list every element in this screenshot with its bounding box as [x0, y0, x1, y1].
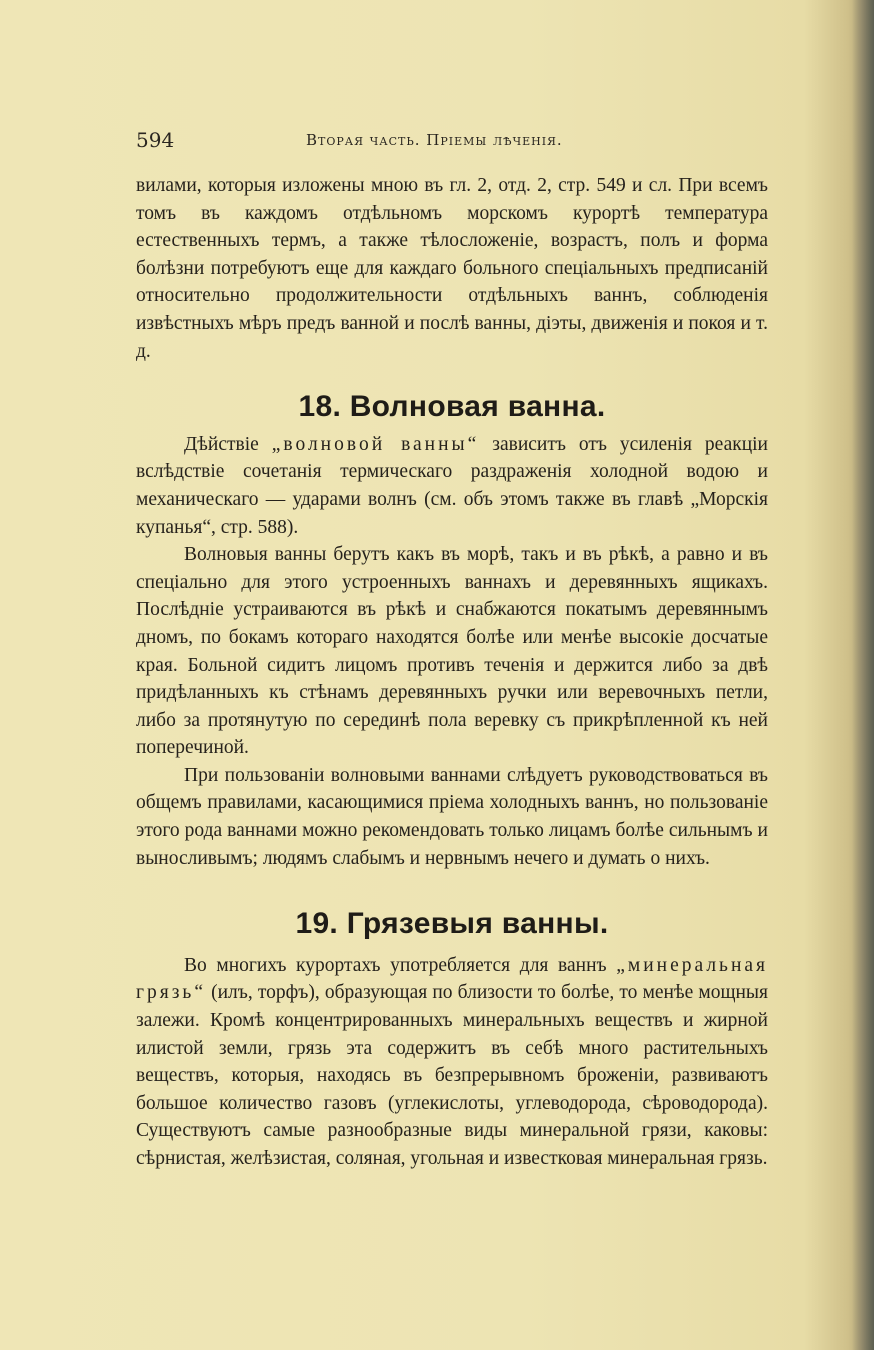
section-18-p1-post: зависитъ отъ усиленія реакціи вслѣдствіе сочетанія термическаго раздраженія холодной водою и механическаго — ударами волнъ (см. объ этомъ также въ главѣ „Морскія купанья“, стр. 588).: [136, 433, 768, 538]
page-body: [136, 172, 768, 1173]
running-head: Вторая часть. Пріемы лѣченія.: [306, 131, 563, 149]
section-19-p1-post: (илъ, торфъ), образующая по близости то болѣе, то менѣе мощныя залежи. Кромѣ концентрированныхъ минеральныхъ веществъ и жирной илистой земли, грязь эта содержитъ въ себѣ много растительныхъ веществъ, которыя, находясь въ безпрерывномъ броженіи, развиваютъ большое количество газовъ (углекислоты, углеводорода, сѣроводорода). Существуютъ самые разнообразные виды минеральной грязи, каковы: сѣрнистая, желѣзистая, соляная, угольная и известковая минеральная грязь.: [136, 982, 768, 1169]
page-edge-shadow: [852, 0, 874, 1350]
page-header: [136, 128, 768, 154]
section-18-paragraph-2: Волновыя ванны берутъ какъ въ морѣ, такъ и въ рѣкѣ, а равно и въ спеціально для этого устроенныхъ ваннахъ и деревянныхъ ящикахъ. Послѣдніе устраиваются въ рѣкѣ и снабжаются покатымъ деревяннымъ дномъ, по бокамъ котораго находятся болѣе или менѣе высокіе досчатые края. Больной сидитъ лицомъ противъ теченія и держится либо за двѣ придѣланныхъ къ стѣнамъ деревянныхъ ручки или веревочныхъ петли, либо за протянутую по серединѣ пола веревку съ прикрѣпленной къ ней поперечиной.: [136, 544, 768, 759]
intro-paragraph: вилами, которыя изложены мною въ гл. 2, отд. 2, стр. 549 и сл. При всемъ томъ въ каждомъ отдѣльномъ морскомъ курортѣ температура естественныхъ термъ, а также тѣлосложеніе, возрастъ, полъ и форма болѣзни потребуютъ еще для каждаго больного спеціальныхъ предписаній относительно продолжительности отдѣльныхъ ваннъ, соблюденія извѣстныхъ мѣръ предъ ванной и послѣ ванны, діэты, движенія и покоя и т. д.: [136, 175, 768, 362]
section-18-paragraph-3: При пользованіи волновыми ваннами слѣдуетъ руководствоваться въ общемъ правилами, касающимися пріема холодныхъ ваннъ, но пользованіе этого рода ваннами можно рекомендовать только лицамъ болѣе сильнымъ и выносливымъ; людямъ слабымъ и нервнымъ нечего и думать о нихъ.: [136, 764, 768, 869]
section-19-p1-pre: Во многихъ курортахъ употребляется для ваннъ: [184, 954, 617, 976]
section-18-p1-pre: Дѣйствіе: [184, 433, 272, 455]
section-19-p1-term: „минеральная грязь“: [136, 954, 768, 1004]
section-19-paragraph-1: [136, 952, 768, 1173]
section-18-p1-term: „волновой ванны“: [271, 433, 480, 455]
section-18-title: 18. Волновая ванна.: [298, 390, 606, 424]
section-18-paragraph-1: [136, 431, 768, 541]
page-number: 594: [136, 128, 175, 152]
section-19-title: 19. Грязевыя ванны.: [295, 907, 609, 941]
